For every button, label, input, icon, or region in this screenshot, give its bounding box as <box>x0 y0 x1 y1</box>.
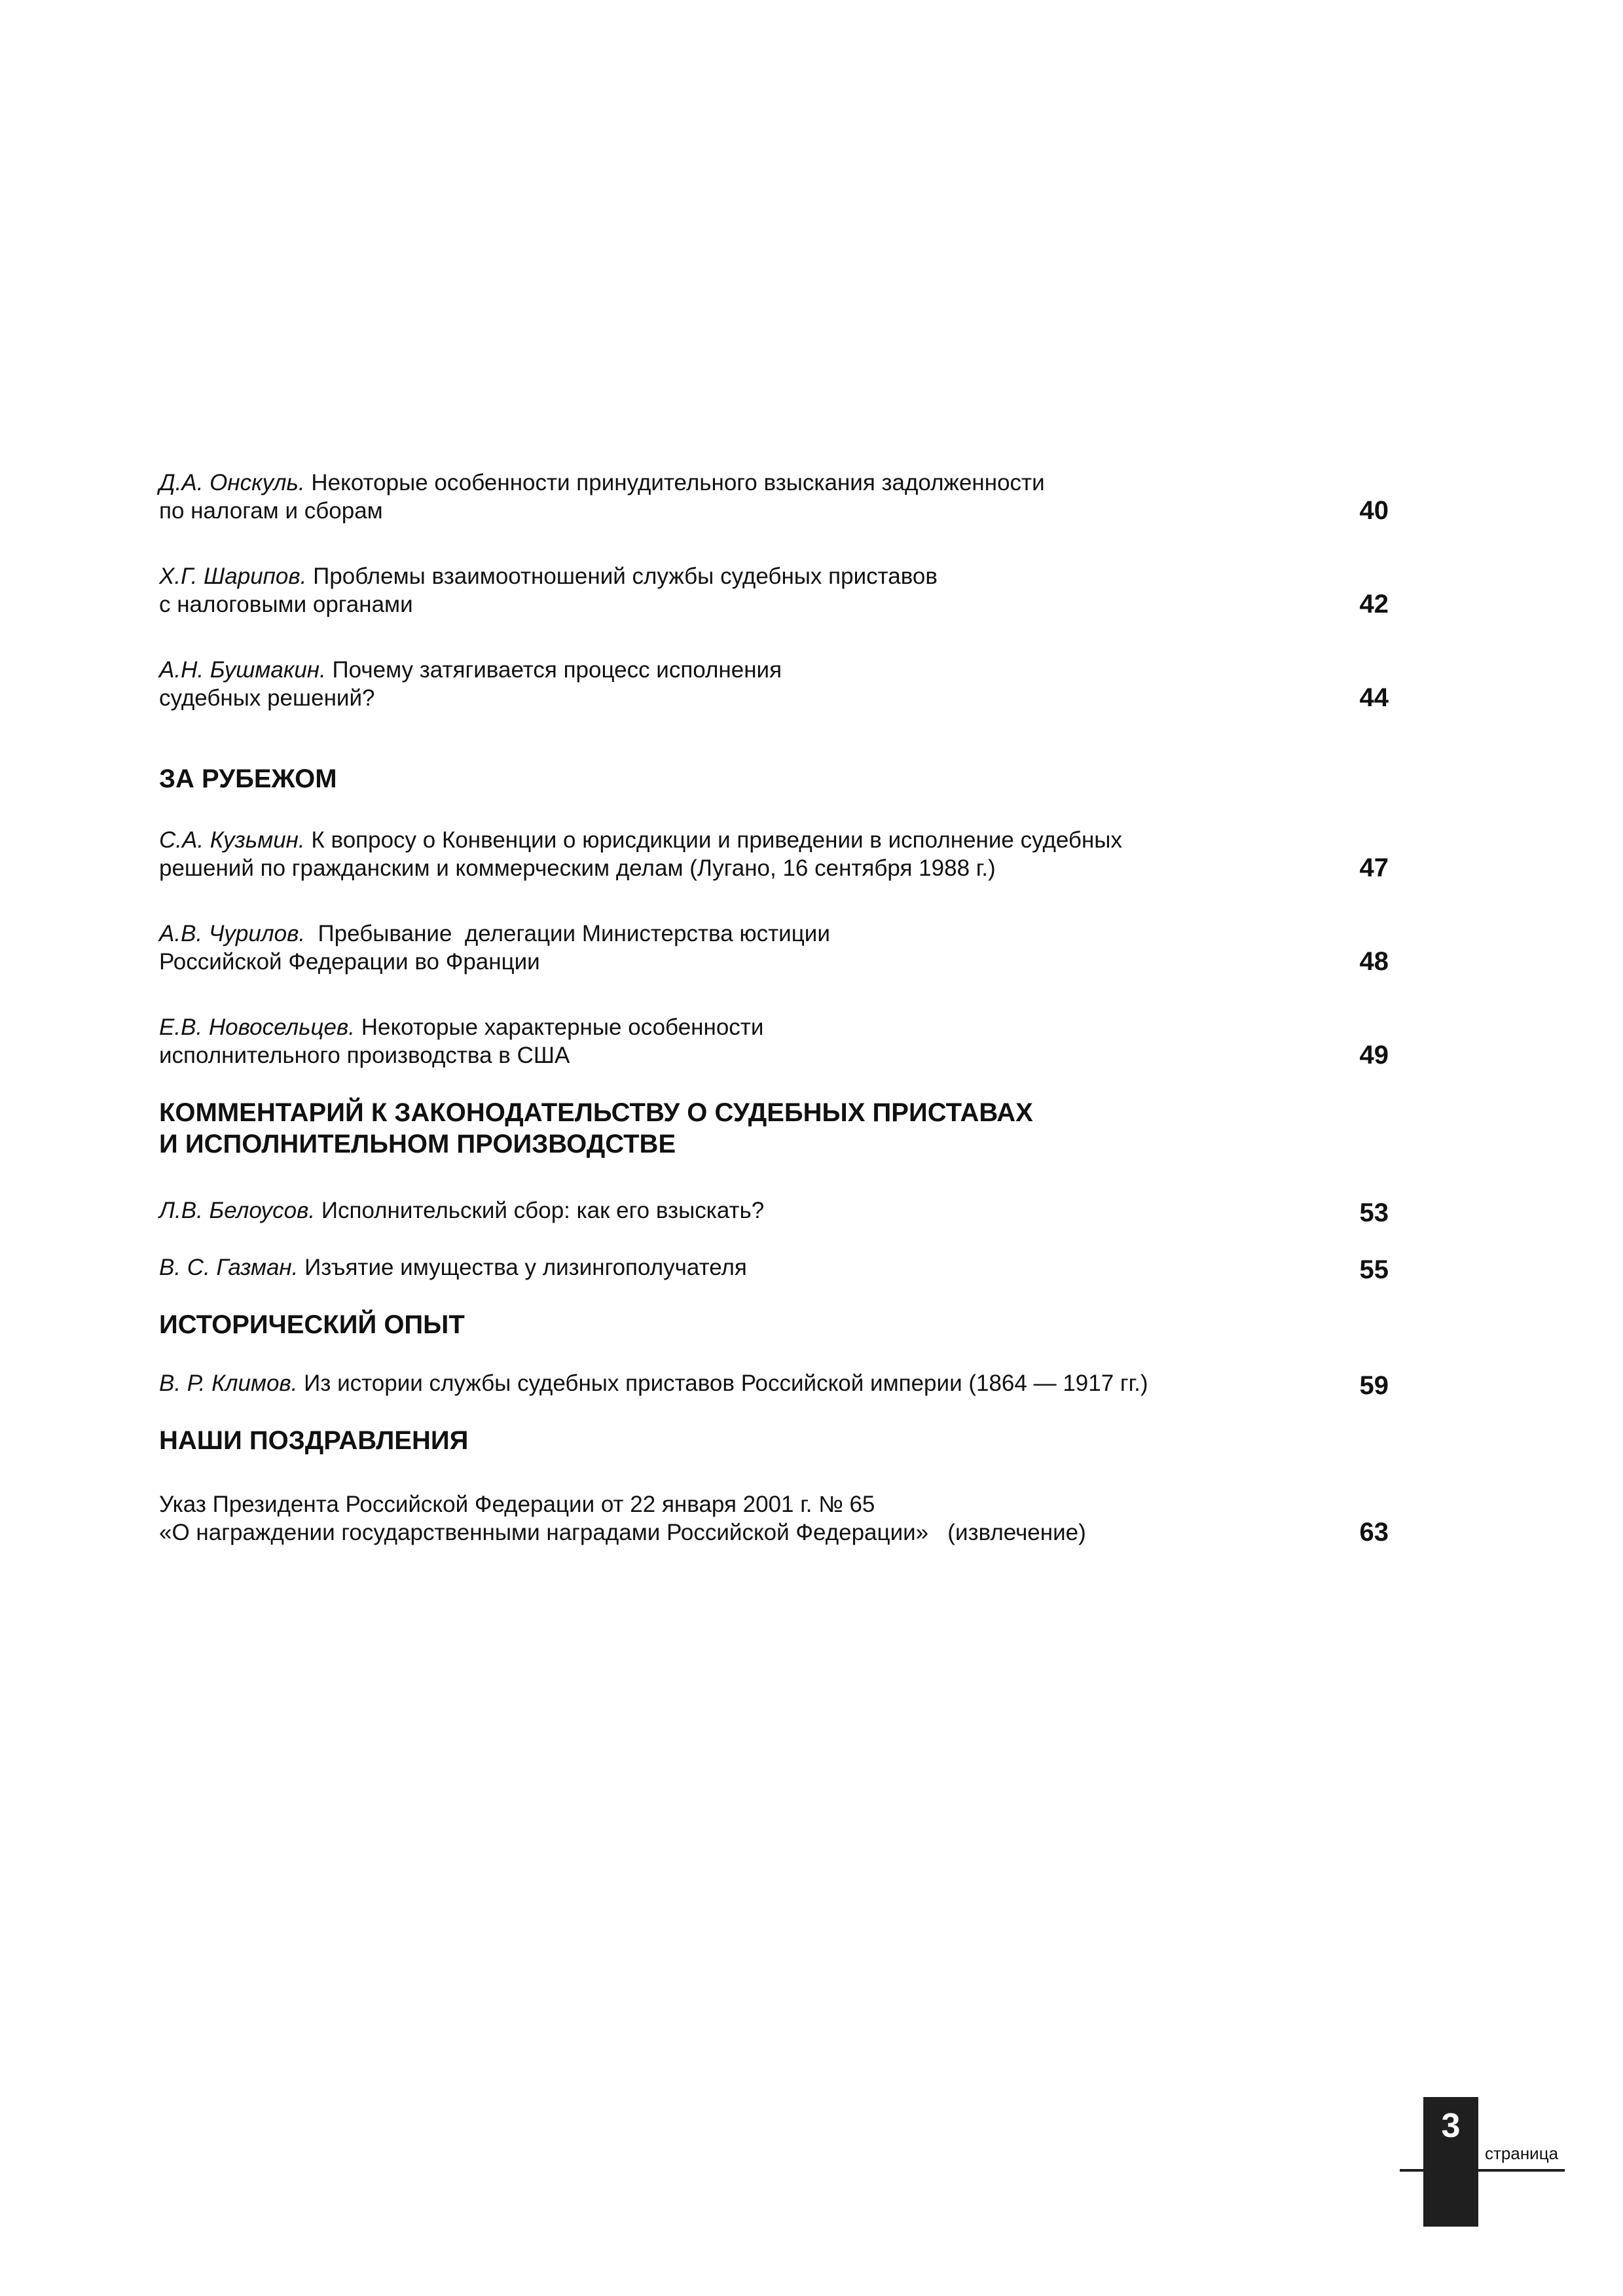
toc-entry-text <box>159 469 1311 525</box>
toc-entry-text <box>159 1253 1311 1282</box>
toc-entry-line <box>159 826 1311 854</box>
toc-entry-page-number: 49 <box>1359 1041 1389 1069</box>
page-number: 3 <box>1441 2107 1461 2145</box>
toc-entry-line <box>159 469 1311 497</box>
toc-entry-text <box>159 1490 1311 1547</box>
section-heading-congratulations <box>159 1425 1403 1456</box>
toc-entry-text <box>159 562 1311 619</box>
toc-entry-title: Изъятие имущества у лизингополучателя <box>298 1255 747 1280</box>
toc-entry-text <box>159 920 1311 976</box>
toc-entry[interactable] <box>159 1013 1403 1069</box>
toc-entry-page-number: 48 <box>1359 947 1389 976</box>
toc-entry-title-continued: по налогам и сборам <box>159 498 383 524</box>
toc-entry-title-continued: исполнительного производства в США <box>159 1043 570 1068</box>
table-of-contents <box>159 469 1403 1584</box>
toc-entry-text <box>159 1196 1311 1225</box>
toc-entry-author: Х.Г. Шарипов. <box>159 564 307 589</box>
toc-entry-line <box>159 1369 1311 1397</box>
toc-entry-page-number: 44 <box>1359 683 1389 712</box>
page-label: страница <box>1485 2144 1559 2163</box>
toc-entry-title: Пребывание делегации Министерства юстиции <box>305 921 830 946</box>
toc-entry[interactable] <box>159 1369 1403 1400</box>
toc-entry-line <box>159 1196 1311 1225</box>
toc-entry-title: Проблемы взаимоотношений службы судебных приставов <box>306 564 938 589</box>
toc-entry-author: Д.А. Онскуль. <box>159 470 305 495</box>
section-heading-title: НАШИ ПОЗДРАВЛЕНИЯ <box>159 1426 469 1455</box>
section-heading-title: ИСТОРИЧЕСКИЙ ОПЫТ <box>159 1310 465 1339</box>
toc-entry-author: Е.В. Новосельцев. <box>159 1014 355 1040</box>
toc-entry-text <box>159 656 1311 712</box>
toc-entry-page-number: 42 <box>1359 590 1389 619</box>
toc-entry-line <box>159 656 1311 684</box>
toc-entry-author: С.А. Кузьмин. <box>159 827 305 853</box>
section-heading-history <box>159 1309 1403 1340</box>
toc-entry-page-number: 40 <box>1359 496 1389 525</box>
toc-entry-title-continued: «О награждении государственными наградами Российской Федерации» (извлечение) <box>159 1520 1086 1545</box>
toc-entry-line <box>159 920 1311 948</box>
toc-entry-line <box>159 1013 1311 1041</box>
page-number-block <box>1423 2097 1478 2227</box>
section-heading-commentary <box>159 1097 1403 1160</box>
toc-entry-page-number: 53 <box>1359 1198 1389 1227</box>
toc-entry-author: В. С. Газман. <box>159 1255 299 1280</box>
toc-entry-title-continued: решений по гражданским и коммерческим делам (Лугано, 16 сентября 1988 г.) <box>159 855 996 881</box>
toc-entry-line <box>159 562 1311 590</box>
toc-entry[interactable] <box>159 656 1403 712</box>
section-heading-abroad <box>159 763 1403 795</box>
toc-entry-title: Некоторые характерные особенности <box>355 1014 764 1040</box>
toc-entry-author: В. Р. Климов. <box>159 1371 298 1396</box>
toc-entry-title: Некоторые особенности принудительного взыскания задолженности <box>304 470 1045 495</box>
toc-entry-text <box>159 1013 1311 1069</box>
toc-entry-title: Исполнительский сбор: как его взыскать? <box>315 1198 765 1223</box>
toc-entry[interactable] <box>159 1253 1403 1282</box>
section-heading-line: И ИСПОЛНИТЕЛЬНОМ ПРОИЗВОДСТВЕ <box>159 1130 676 1158</box>
toc-entry-page-number: 59 <box>1359 1371 1389 1400</box>
toc-entry-author: А.В. Чурилов. <box>159 921 306 946</box>
toc-entry-author: А.Н. Бушмакин. <box>159 657 326 683</box>
toc-entry-author: Л.В. Белоусов. <box>159 1198 316 1223</box>
section-heading-title: ЗА РУБЕЖОМ <box>159 764 337 793</box>
toc-entry-title-continued: судебных решений? <box>159 685 375 711</box>
section-heading-line: КОММЕНТАРИЙ К ЗАКОНОДАТЕЛЬСТВУ О СУДЕБНЫХ ПРИСТАВАХ <box>159 1098 1033 1127</box>
toc-entry[interactable] <box>159 1490 1403 1547</box>
toc-entry-text <box>159 826 1311 882</box>
toc-entry-title-continued: Российской Федерации во Франции <box>159 949 540 975</box>
toc-entry[interactable] <box>159 1196 1403 1225</box>
toc-entry[interactable] <box>159 562 1403 619</box>
toc-entry-page-number: 55 <box>1359 1255 1389 1284</box>
toc-entry-line <box>159 1253 1311 1282</box>
toc-entry-page-number: 47 <box>1359 853 1389 882</box>
toc-entry-title: Почему затягивается процесс исполнения <box>325 657 782 683</box>
toc-entry-title-continued: с налоговыми органами <box>159 592 413 617</box>
toc-entry[interactable] <box>159 920 1403 976</box>
toc-entry-page-number: 63 <box>1359 1518 1389 1547</box>
toc-entry-title: Из истории службы судебных приставов Российской империи (1864 — 1917 гг.) <box>297 1371 1148 1396</box>
toc-entry[interactable] <box>159 826 1403 882</box>
toc-entry-title: К вопросу о Конвенции о юрисдикции и приведении в исполнение судебных <box>304 827 1122 853</box>
toc-entry-title: Указ Президента Российской Федерации от 22 января 2001 г. № 65 <box>159 1492 875 1517</box>
toc-entry[interactable] <box>159 469 1403 525</box>
toc-entry-text <box>159 1369 1311 1397</box>
